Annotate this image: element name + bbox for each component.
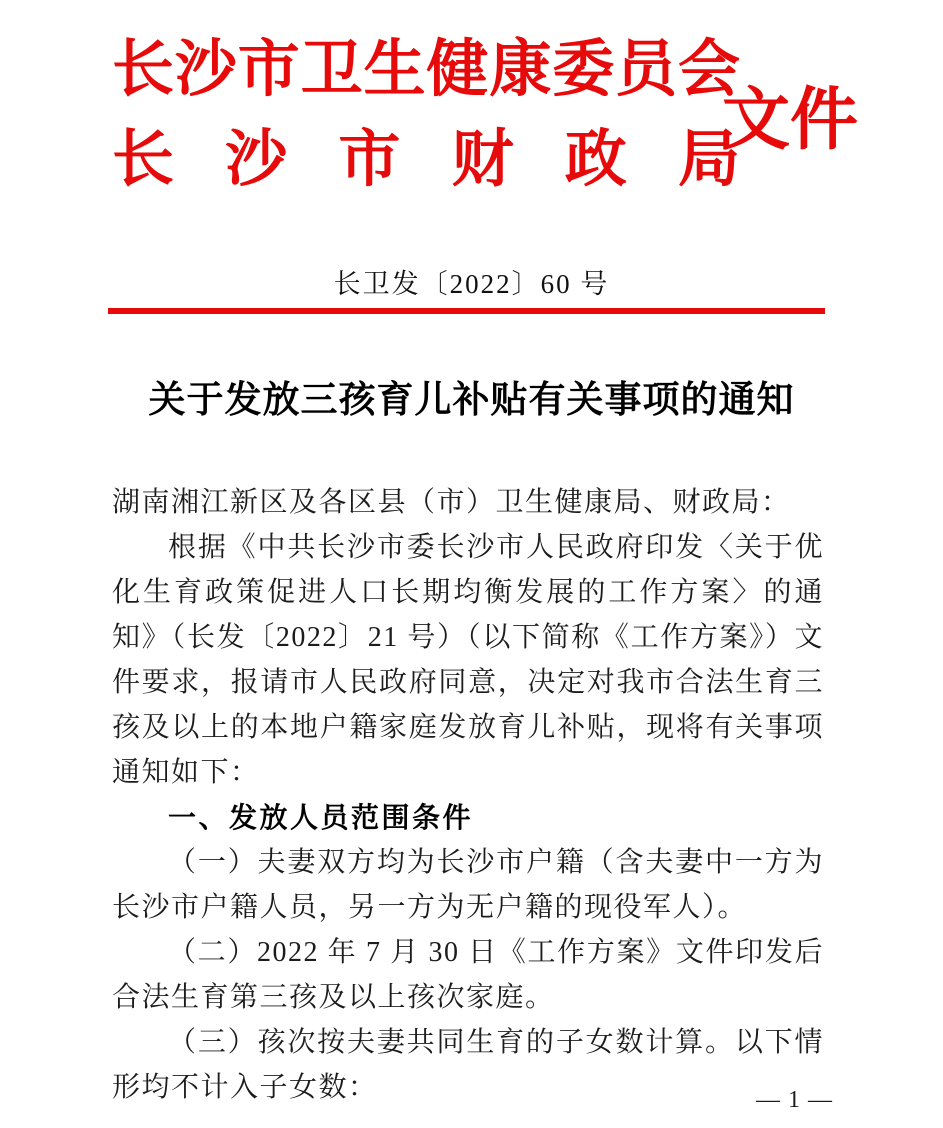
body-paragraph: （一）夫妻双方均为长沙市户籍（含夫妻中一方为长沙市户籍人员，另一方为无户籍的现役军人）。 bbox=[112, 847, 824, 923]
issuing-org-line-1: 长沙市卫生健康委员会 bbox=[112, 36, 740, 104]
red-separator-rule bbox=[108, 308, 825, 314]
document-body bbox=[112, 480, 824, 1110]
document-title: 关于发放三孩育儿补贴有关事项的通知 bbox=[148, 380, 795, 421]
issuing-org-line-2: 长沙市财政局 bbox=[112, 126, 740, 194]
page-number: — 1 — bbox=[756, 1087, 833, 1113]
body-paragraph: （三）孩次按夫妻共同生育的子女数计算。以下情形均不计入子女数： bbox=[112, 1027, 824, 1103]
body-paragraph: 湖南湘江新区及各区县（市）卫生健康局、财政局： bbox=[112, 487, 791, 518]
body-paragraph: 一、发放人员范围条件 bbox=[168, 802, 474, 833]
body-paragraph: 根据《中共长沙市委长沙市人民政府印发〈关于优化生育政策促进人口长期均衡发展的工作方案〉的通知》（长发〔2022〕21 号）（以下简称《工作方案》）文件要求，报请市人民政府同意，决定对我市合法生育三孩及以上的本地户籍家庭发放育儿补贴，现将有关事项通知如下： bbox=[112, 532, 824, 788]
document-number: 长卫发〔2022〕60 号 bbox=[333, 269, 610, 299]
document-type-suffix: 文件 bbox=[722, 82, 859, 158]
body-paragraph: （二）2022 年 7 月 30 日《工作方案》文件印发后合法生育第三孩及以上孩次家庭。 bbox=[112, 937, 824, 1013]
